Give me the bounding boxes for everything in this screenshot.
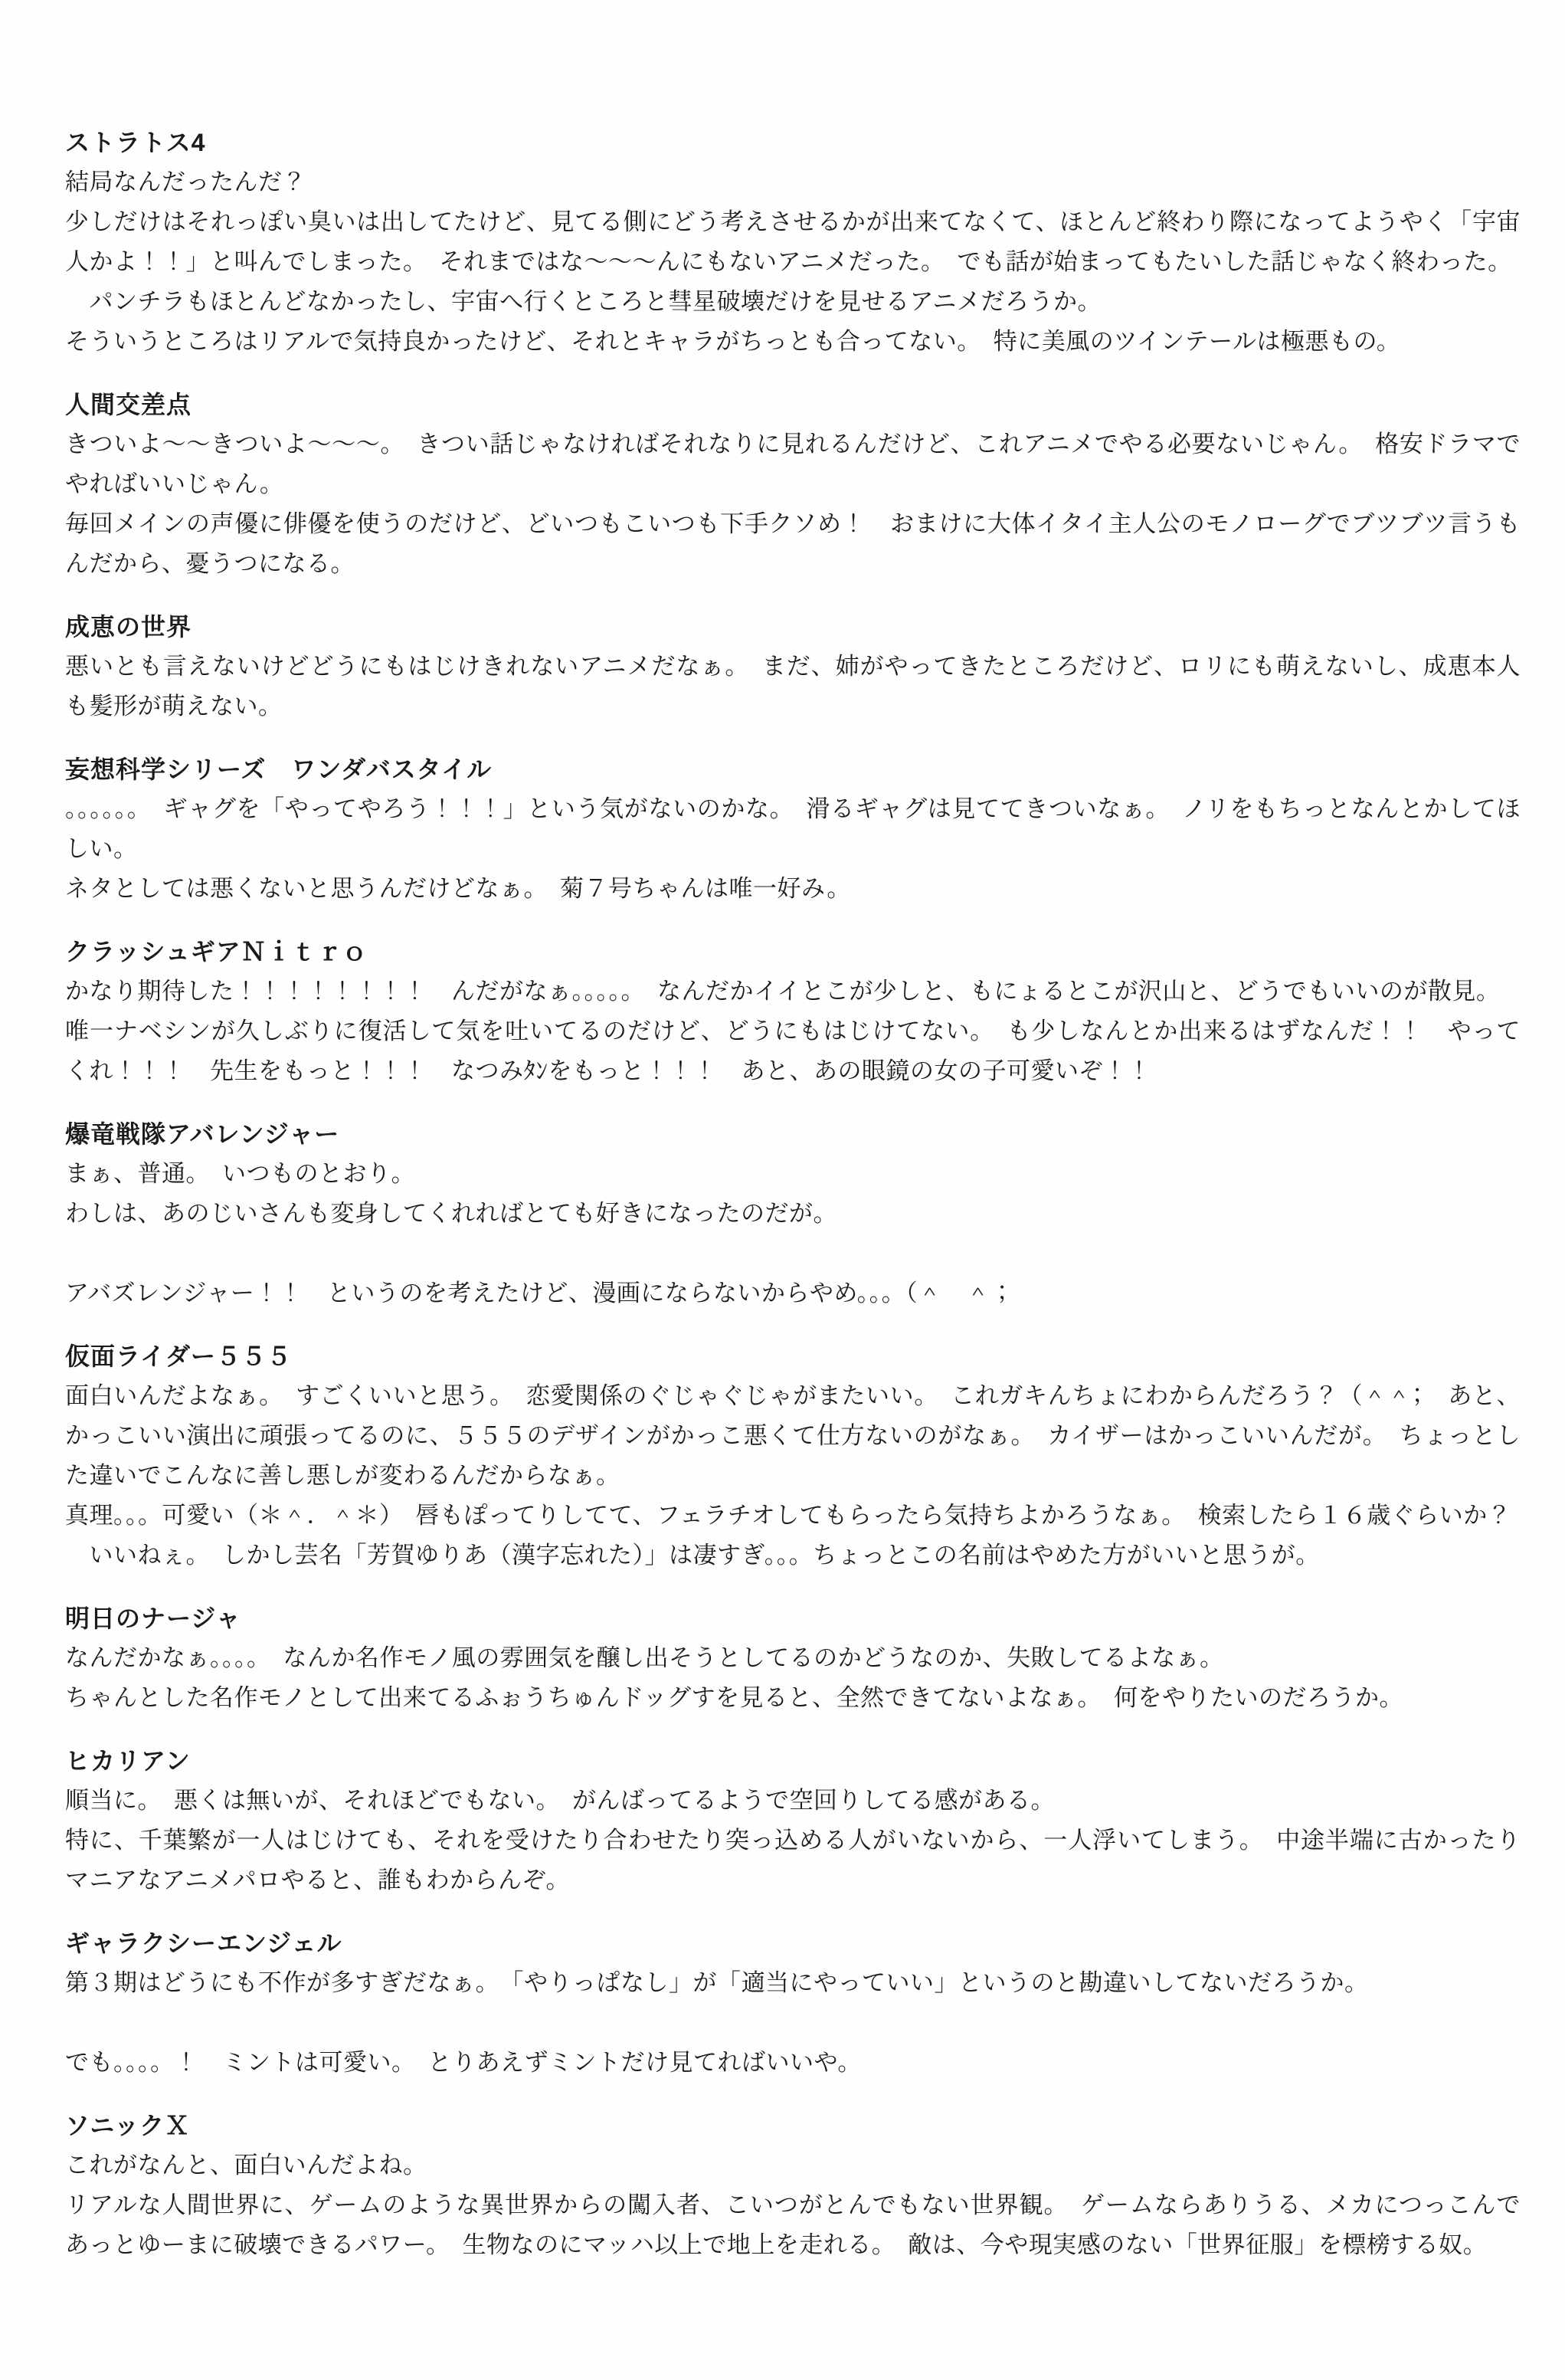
section-paragraph: 真理。。。可愛い（＊＾．＾＊） 唇もぽってりしてて、フェラチオしてもらったら気持ちよかろうなぁ。 検索したら１６歳ぐらいか？ — [65, 1502, 1512, 1529]
section-paragraph: 結局なんだったんだ？ — [65, 169, 306, 195]
section-title: 明日のナージャ — [65, 1605, 241, 1632]
section-title: ソニックＸ — [65, 2112, 191, 2139]
section-paragraph: ｡｡｡｡｡｡ ギャグを「やってやろう！！！」という気がないのかな。 滑るギャグは見ててきついなぁ。 ノリをもちっとなんとかしてほしい。 — [65, 795, 1521, 862]
section-paragraph: 第３期はどうにも不作が多すぎだなぁ。 「やりっぱなし」が「適当にやっていい」というのと勘違いしてないだろうか。 — [65, 1969, 1369, 1996]
section-paragraph: そういうところはリアルで気持良かったけど、それとキャラがちっとも合ってない。 特に美風のツインテールは極悪もの。 — [65, 328, 1401, 355]
section-paragraph: でも。。。。！ ミントは可愛い。 とりあえずミントだけ見てればいいや。 — [65, 2049, 862, 2076]
section-paragraph: まぁ、普通。 いつものとおり。 — [65, 1160, 415, 1187]
section-title: クラッシュギアＮｉｔｒｏ — [65, 938, 368, 965]
section-paragraph: リアルな人間世界に、ゲームのような異世界からの闖入者、こいつがとんでもない世界観。 ゲームならありうる、メカにつっこんであっとゆーまに破壊できるパワー。 生物なのにマッハ以上で地上を走れる。 敵は、今や現実感のない「世界征服」を標榜する奴。 — [65, 2192, 1521, 2258]
review-section — [65, 2106, 1521, 2265]
section-title: 人間交差点 — [65, 391, 192, 418]
section-paragraph: 面白いんだよなぁ。 すごくいいと思う。 恋愛関係のぐじゃぐじゃがまたいい。 これガキんちょにわからんだろう？（＾＾； あと、かっこいい演出に頑張ってるのに、５５５のデザインがかっこ悪くて仕方ないのがなぁ。 カイザーはかっこいいんだが。 ちょっとした違いでこんなに善し悪しが変わるんだからなぁ。 — [65, 1382, 1521, 1489]
section-paragraph: きついよ～～きついよ～～～。 きつい話じゃなければそれなりに見れるんだけど、これアニメでやる必要ないじゃん。 格安ドラマでやればいいじゃん。 — [65, 431, 1521, 497]
section-paragraph — [65, 2003, 1521, 2043]
section-paragraph: いいねぇ。 しかし芸名「芳賀ゆりあ（漢字忘れた）」は凄すぎ。。。ちょっとこの名前はやめた方がいいと思うが。 — [65, 1542, 1320, 1569]
review-section — [65, 1114, 1521, 1313]
section-paragraph — [65, 1234, 1521, 1274]
sections-container — [65, 123, 1521, 2265]
review-section — [65, 385, 1521, 584]
section-paragraph: ネタとしては悪くないと思うんだけどなぁ。 菊７号ちゃんは唯一好み。 — [65, 875, 851, 902]
section-paragraph: 特に、千葉繁が一人はじけても、それを受けたり合わせたり突っ込める人がいないから、一人浮いてしまう。 中途半端に古かったりマニアなアニメパロやると、誰もわからんぞ。 — [65, 1827, 1521, 1893]
section-title: 爆竜戦隊アバレンジャー — [65, 1120, 340, 1148]
review-section — [65, 1598, 1521, 1718]
section-paragraph: ちゃんとした名作モノとして出来てるふぉうちゅんドッグすを見ると、全然できてないよなぁ。 何をやりたいのだろうか。 — [65, 1684, 1403, 1711]
section-paragraph: なんだかなぁ。。。。 なんか名作モノ風の雰囲気を醸し出そうとしてるのかどうなのか、失敗してるよなぁ。 — [65, 1644, 1224, 1671]
review-section — [65, 607, 1521, 726]
section-title: ストラトス4 — [65, 129, 206, 156]
review-section — [65, 1741, 1521, 1900]
section-paragraph: 悪いとも言えないけどどうにもはじけきれないアニメだなぁ。 まだ、姉がやってきたところだけど、ロリにも萌えないし、成恵本人も髪形が萌えない。 — [65, 653, 1521, 720]
review-section — [65, 932, 1521, 1091]
section-paragraph: 順当に。 悪くは無いが、それほどでもない。 がんばってるようで空回りしてる感がある。 — [65, 1787, 1055, 1814]
section-paragraph: わしは、あのじいさんも変身してくれればとても好きになったのだが。 — [65, 1200, 837, 1227]
section-title: ギャラクシーエンジェル — [65, 1929, 342, 1957]
section-title: 成恵の世界 — [65, 613, 192, 641]
section-paragraph: アバズレンジャー！！ というのを考えたけど、漫画にならないからやめ。。。（＾ ＾； — [65, 1280, 1015, 1306]
section-title: 仮面ライダー５５５ — [65, 1342, 293, 1370]
section-paragraph: これがなんと、面白いんだよね。 — [65, 2152, 427, 2178]
section-title: 妄想科学シリーズ ワンダバスタイル — [65, 756, 493, 783]
section-title: ヒカリアン — [65, 1747, 191, 1775]
review-section — [65, 1923, 1521, 2083]
section-paragraph: 毎回メインの声優に俳優を使うのだけど、どいつもこいつも下手クソめ！ おまけに大体イタイ主人公のモノローグでブツブツ言うもんだから、憂うつになる。 — [65, 510, 1521, 577]
section-paragraph: かなり期待した！！！！！！！！ んだがなぁ。。。。。 なんだかイイとこが少しと、もにょるとこが沢山と、どうでもいいのが散見。 — [65, 978, 1501, 1005]
review-section — [65, 123, 1521, 362]
section-paragraph: 少しだけはそれっぽい臭いは出してたけど、見てる側にどう考えさせるかが出来てなくて、ほとんど終わり際になってようやく「宇宙人かよ！！」と叫んでしまった。 それまではな～～～んにもないアニメだった。 でも話が始まってもたいした話じゃなく終わった。 — [65, 208, 1521, 275]
section-paragraph: パンチラもほとんどなかったし、宇宙へ行くところと彗星破壊だけを見せるアニメだろうか。 — [65, 288, 1102, 315]
review-section — [65, 1336, 1521, 1575]
review-section — [65, 749, 1521, 909]
section-paragraph: 唯一ナベシンが久しぶりに復活して気を吐いてるのだけど、どうにもはじけてない。 も少しなんとか出来るはずなんだ！！ やってくれ！！！ 先生をもっと！！！ なつみﾀﾝをもっと！！！ あと、あの眼鏡の女の子可愛いぞ！！ — [65, 1018, 1521, 1084]
